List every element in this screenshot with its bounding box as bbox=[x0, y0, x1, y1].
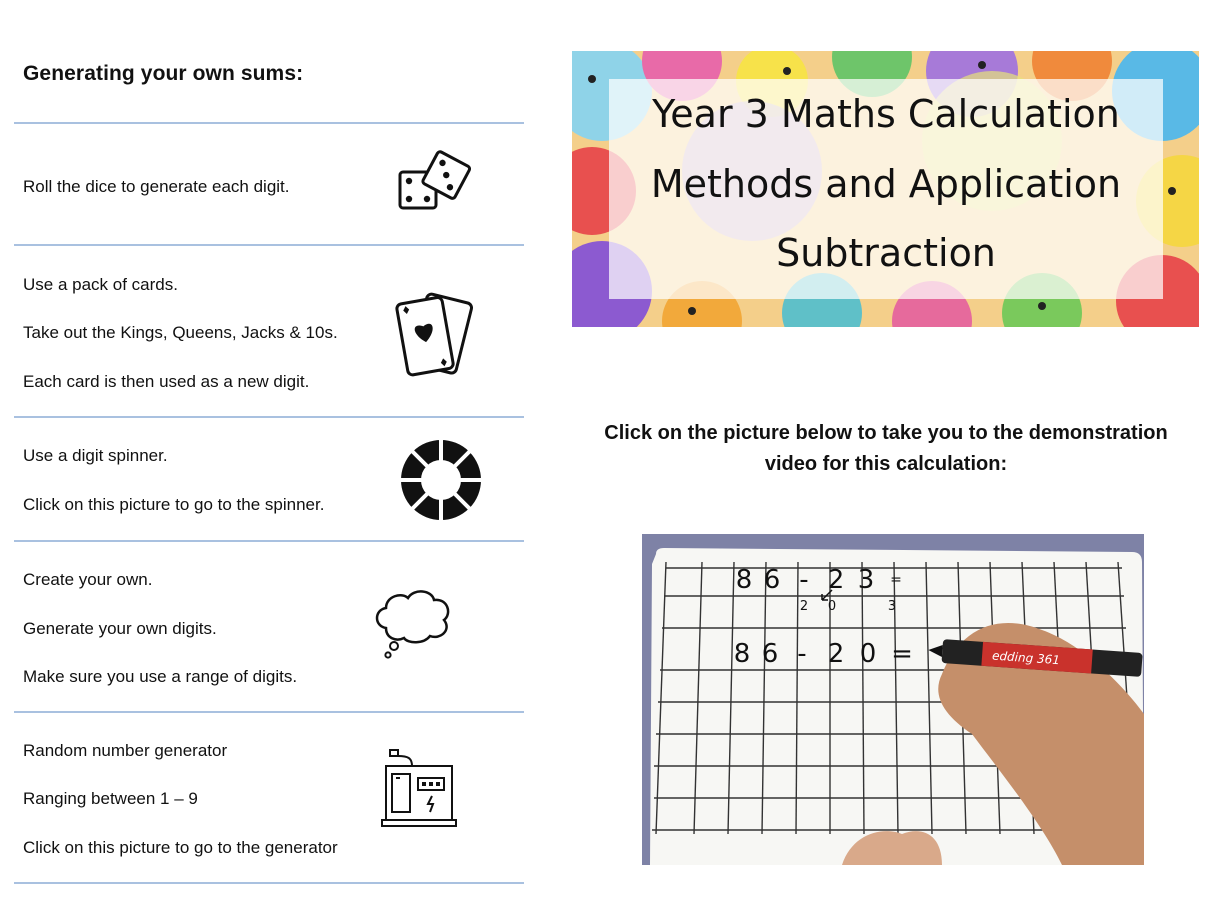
method-spinner-line-1: Use a digit spinner. bbox=[23, 446, 168, 465]
method-own-line-2: Generate your own digits. bbox=[23, 619, 217, 638]
divider bbox=[14, 122, 524, 124]
whiteboard-grid bbox=[642, 534, 1144, 865]
divider bbox=[14, 882, 524, 884]
video-row1-mark-2: 0 bbox=[827, 599, 837, 614]
spinner-icon[interactable] bbox=[400, 439, 482, 526]
divider bbox=[14, 244, 524, 246]
marker-label: edding 361 bbox=[991, 648, 1061, 668]
thought-cloud-icon bbox=[372, 586, 456, 665]
video-row1-mark-3: 3 bbox=[887, 599, 897, 614]
dice-icon[interactable] bbox=[396, 150, 472, 219]
video-caption-line-1: Click on the picture below to take you to the demonstration bbox=[604, 422, 1168, 444]
method-cards-line-3: Each card is then used as a new digit. bbox=[23, 372, 310, 391]
video-row2-minus: - bbox=[797, 639, 807, 669]
divider bbox=[14, 540, 524, 542]
method-cards-line-1: Use a pack of cards. bbox=[23, 275, 178, 294]
method-spinner-link[interactable]: Click on this picture to go to the spinner. bbox=[23, 495, 325, 514]
section-heading: Generating your own sums: bbox=[23, 62, 304, 85]
generator-icon[interactable] bbox=[380, 746, 458, 833]
method-cards-line-2: Take out the Kings, Queens, Jacks & 10s. bbox=[23, 323, 338, 342]
method-generator-link[interactable]: Click on this picture to go to the generator bbox=[23, 838, 338, 857]
method-generator-line-2: Ranging between 1 – 9 bbox=[23, 789, 198, 808]
video-row1-mark-1: 2 bbox=[799, 599, 809, 614]
method-generator-line-1: Random number generator bbox=[23, 741, 228, 760]
banner-text-panel bbox=[609, 79, 1163, 299]
method-own-line-3: Make sure you use a range of digits. bbox=[23, 667, 298, 686]
divider bbox=[14, 711, 524, 713]
video-row1-equals: = bbox=[890, 572, 902, 588]
video-row1-digit-3: 2 bbox=[827, 565, 845, 595]
title-banner bbox=[572, 51, 1199, 327]
video-row2-digit-1: 8 bbox=[733, 639, 751, 669]
method-own-line-1: Create your own. bbox=[23, 570, 153, 589]
video-row2-digit-4: 0 bbox=[859, 639, 877, 669]
divider bbox=[14, 416, 524, 418]
video-row1-digit-4: 3 bbox=[857, 565, 875, 595]
banner-title-line-2: Methods and Application bbox=[650, 162, 1122, 206]
banner-title-line-3: Subtraction bbox=[776, 231, 996, 275]
video-row1-digit-1: 8 bbox=[735, 565, 753, 595]
demonstration-video-thumbnail[interactable] bbox=[642, 534, 1144, 865]
banner-title-line-1: Year 3 Maths Calculation bbox=[652, 92, 1120, 136]
video-row2-digit-3: 2 bbox=[827, 639, 845, 669]
video-row1-minus: - bbox=[799, 565, 809, 595]
video-caption-line-2: video for this calculation: bbox=[764, 453, 1008, 475]
video-row2-digit-2: 6 bbox=[761, 639, 779, 669]
video-caption bbox=[590, 418, 1182, 480]
video-row1-digit-2: 6 bbox=[763, 565, 781, 595]
method-dice-text: Roll the dice to generate each digit. bbox=[23, 177, 290, 196]
video-row2-equals: = bbox=[891, 639, 913, 669]
playing-cards-icon[interactable] bbox=[388, 290, 478, 387]
